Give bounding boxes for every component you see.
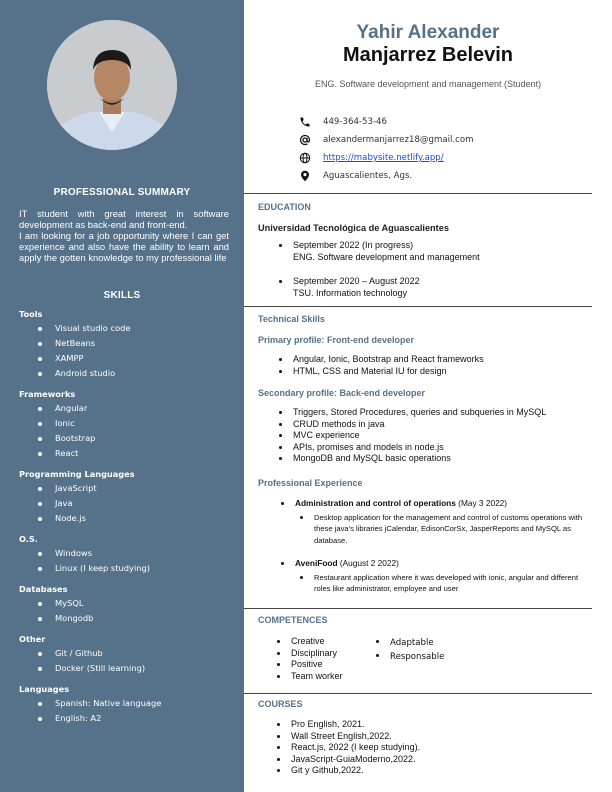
job-date: (May 3 2022) [455,498,508,508]
course-item: JavaScript-GuiaModerno,2022. [272,754,592,766]
contact-info [298,113,473,185]
courses-heading: COURSES [258,699,303,709]
skill-item: Android studio [19,366,234,381]
skill-item: Docker (Still learning) [19,661,234,676]
skill-category-title: Programming Languages [19,469,135,479]
job-entry [276,558,594,595]
course-item: React.js, 2022 (I keep studying). [272,742,592,754]
competences-col1 [272,636,372,682]
education-entry [274,276,594,299]
skill-category-title: Other [19,634,46,644]
skill-item: NetBeans [19,336,234,351]
profile-photo [47,20,177,150]
job-title: AveniFood [295,558,338,568]
skill-item: React [19,446,234,461]
skill-item: MySQL [19,596,234,611]
skill-category-tools [19,321,234,381]
skill-item: Node.js [19,511,234,526]
skills-list [19,309,234,734]
competences-heading: COMPETENCES [258,615,328,625]
skill-item: Java [19,496,234,511]
skill-category-frameworks [19,401,234,461]
education-degree: ENG. Software development and management [293,251,480,262]
skill-category-title: Tools [19,309,43,319]
location-text: Aguascalientes, Ags. [323,171,413,181]
skill-category-programming [19,481,234,526]
courses-list [272,719,592,777]
website-link[interactable]: https://mabysite.netlify.app/ [323,153,444,163]
contact-location [298,167,473,185]
first-name: Yahir Alexander [356,22,500,43]
primary-skill-item: HTML, CSS and Material IU for design [274,366,594,378]
role-title: ENG. Software development and management (Student) [314,79,542,89]
email-address[interactable]: alexandermanjarrez18@gmail.com [323,135,474,145]
job-details [295,512,594,547]
competence-item: Adaptable [371,636,481,650]
secondary-skill-item: APIs, promises and models in node.js [274,442,594,454]
job-details [295,572,594,595]
skill-item: English: A2 [19,711,234,726]
skill-item: Git / Github [19,646,234,661]
skill-item: JavaScript [19,481,234,496]
section-divider [244,608,592,609]
competence-item: Creative [272,636,372,648]
skill-category-other [19,646,234,676]
primary-skill-item: Angular, Ionic, Bootstrap and React frameworks [274,354,594,366]
course-item: Pro English, 2021. [272,719,592,731]
job-detail: Restaurant application where it was developed with ionic, angular and different roles like administrator, employee and user [295,572,594,595]
phone-icon [298,116,311,129]
contact-email [298,131,473,149]
summary-text [19,208,229,263]
skill-item: Visual studio code [19,321,234,336]
skill-category-os [19,546,234,576]
skill-category-title: O.S. [19,534,38,544]
section-divider [244,193,592,194]
globe-icon [298,152,311,165]
primary-profile-title: Primary profile: Front-end developer [258,335,415,345]
skill-category-title: Languages [19,684,70,694]
competence-item: Disciplinary [272,648,372,660]
education-date: September 2022 (In progress) [293,240,414,250]
competences-col2 [371,636,481,664]
at-sign-icon [298,134,311,147]
secondary-skill-item: MVC experience [274,430,594,442]
skill-category-title: Frameworks [19,389,76,399]
contact-website [298,149,473,167]
education-date: September 2020 – August 2022 [293,276,420,286]
map-pin-icon [298,170,311,183]
job-entry [276,498,594,546]
competence-item: Team worker [272,671,372,683]
competence-item: Positive [272,659,372,671]
sidebar [0,0,244,792]
experience-list [276,498,594,595]
phone-number: 449-364-53-46 [323,117,387,127]
summary-heading: PROFESSIONAL SUMMARY [53,187,191,198]
summary-line: IT student with great interest in software development as back-end and front-end. [19,208,229,231]
education-entry [274,240,594,263]
last-name: Manjarrez Belevin [342,44,514,66]
contact-phone [298,113,473,131]
skills-heading: SKILLS [103,290,141,301]
experience-heading: Professional Experience [258,478,363,488]
competence-item: Responsable [371,650,481,664]
skill-category-databases [19,596,234,626]
summary-line: I am looking for a job opportunity where I can get experience and also have the ability to learn and apply the gotten knowledge to my professional life [19,230,229,264]
skill-item: Mongodb [19,611,234,626]
job-date: (August 2 2022) [337,558,399,568]
secondary-skill-item: CRUD methods in java [274,419,594,431]
section-divider [244,306,592,307]
skill-category-title: Databases [19,584,68,594]
education-heading: EDUCATION [258,202,311,212]
person-photo-icon [47,20,177,150]
skill-item: Spanish: Native language [19,696,234,711]
secondary-skill-item: MongoDB and MySQL basic operations [274,453,594,465]
job-detail: Desktop application for the management and control of customs operations with these java's libraries jCalendar, EdisonCorSx, JasperReports and MySQL as database. [295,512,594,547]
skill-item: Windows [19,546,234,561]
section-divider [244,693,592,694]
skill-item: Linux (I keep studying) [19,561,234,576]
job-title: Administration and control of operations [295,498,456,508]
skill-item: Ionic [19,416,234,431]
school-name: Universidad Tecnológica de Aguascalientes [258,223,449,233]
technical-heading: Technical Skills [258,314,325,324]
education-list [274,240,594,299]
secondary-skill-item: Triggers, Stored Procedures, queries and subqueries in MySQL [274,407,594,419]
skill-item: Bootstrap [19,431,234,446]
secondary-skills-list [274,407,594,465]
skill-category-languages [19,696,234,726]
education-degree: TSU. Information technology [293,287,408,298]
course-item: Wall Street English,2022. [272,731,592,743]
skill-item: Angular [19,401,234,416]
secondary-profile-title: Secondary profile: Back-end developer [258,388,426,398]
skill-item: XAMPP [19,351,234,366]
course-item: Git y Github,2022. [272,765,592,777]
primary-skills-list [274,354,594,377]
